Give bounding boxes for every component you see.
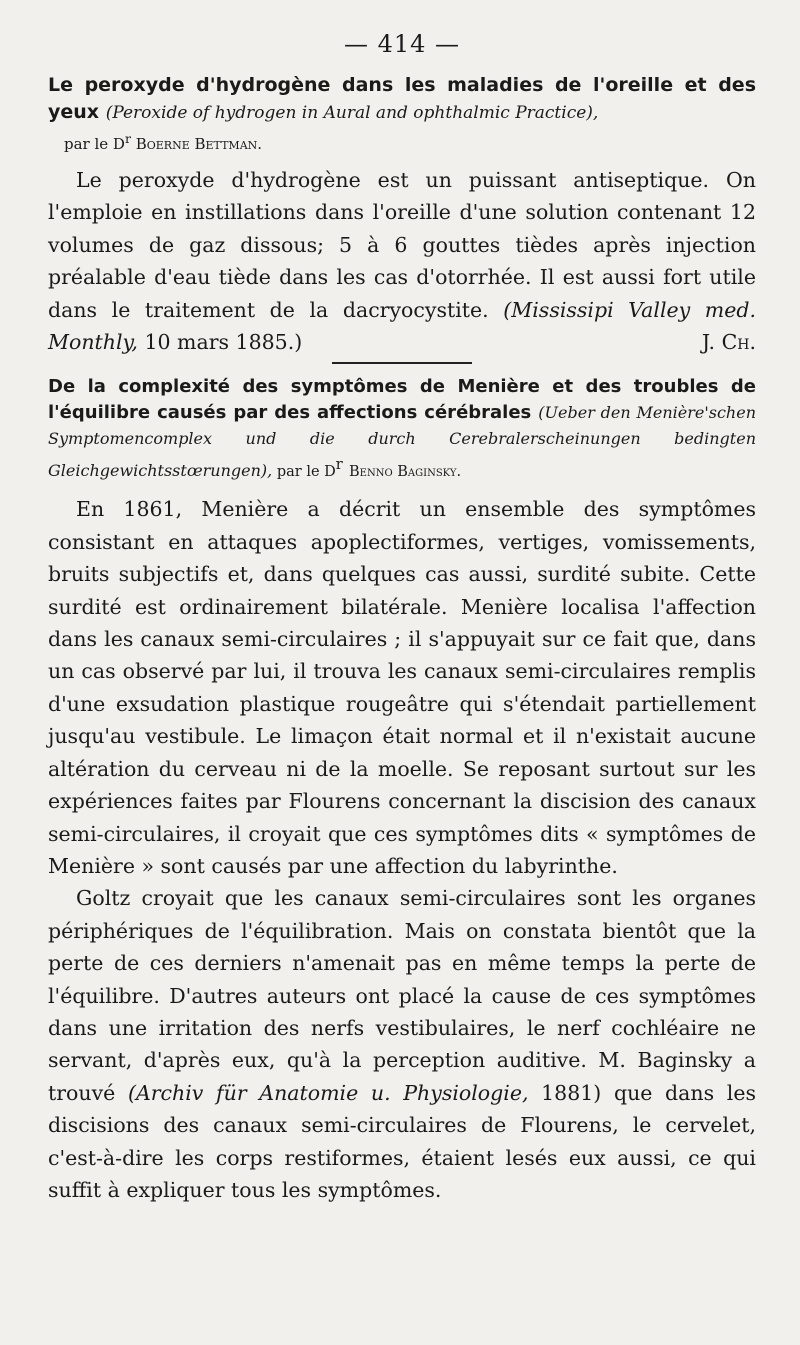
article-1-body: [48, 164, 756, 358]
article-2-title-italic: (Ueber den Menière'schen Symptomencomplex und die durch Cerebralerscheinungen bedingten Gleichgewichtsstœrungen),: [48, 403, 756, 481]
article-1-title-italic: (Peroxide of hydrogen in Aural and ophthalmic Practice),: [105, 103, 599, 123]
article-2-title-bold: De la complexité des symptômes de Menière et des troubles de l'équilibre causés par des affections cérébrales: [48, 376, 756, 424]
article-1: [48, 72, 756, 364]
article-2-paragraph-2: [48, 882, 756, 1206]
page-number: — 414 —: [343, 30, 461, 58]
article-2-citation: (Archiv für Anatomie u. Physiologie,: [127, 1080, 529, 1105]
article-2-title: [48, 374, 756, 485]
article-2-paragraph-1: En 1861, Menière a décrit un ensemble des symptômes consistant en attaques apoplectiformes, vertiges, vomissements, bruits subjectifs et, dans quelques cas aussi, surdité subite. Cette surdité est ordinairement bilatérale. Menière localisa l'affection dans les canaux semi-circulaires ; il s'appuyait sur ce fait que, dans un cas observé par lui, il trouva les canaux semi-circulaires remplis d'une exsudation plastique rougeâtre qui s'étendait partiellement jusqu'au vestibule. Le limaçon était normal et il n'existait aucune altération du cerveau ni de la moelle. Se reposant surtout sur les expériences faites par Flourens concernant la discision des canaux semi-circulaires, il croyait que ces symptômes dits « symptômes de Menière » sont causés par une affection du labyrinthe.: [48, 497, 756, 878]
section-divider: [332, 362, 472, 364]
article-2-byline-sup: r: [335, 457, 343, 474]
article-2: [48, 374, 756, 485]
article-1-byline-sup: r: [124, 131, 131, 146]
article-1-source-date: 10 mars 1885.): [137, 330, 303, 355]
article-2-byline-prefix: par le D: [272, 464, 336, 481]
article-2-author: Benno Baginsky.: [349, 464, 462, 481]
article-1-author: Boerne Bettman.: [135, 135, 263, 153]
article-1-byline-prefix: par le D: [64, 135, 125, 153]
article-2-paragraph-2-text: Goltz croyait que les canaux semi-circulaires sont les organes périphériques de l'équilibration. Mais on constata bientôt que la perte de ces derniers n'amenait pas en même temps la perte de l'équilibre. D'autres auteurs ont placé la cause de ces symptômes dans une irritation des nerfs vestibulaires, le nerf cochléaire ne servant, d'après eux, qu'à la perception auditive. M. Baginsky a trouvé: [48, 886, 756, 1105]
article-1-signature: J. Ch.: [701, 330, 756, 355]
article-1-body-text: Le peroxyde d'hydrogène est un puissant antiseptique. On l'emploie en instillations dans l'oreille d'une solution contenant 12 volumes de gaz dissous; 5 à 6 gouttes tièdes après injection préalable d'eau tiède dans les cas d'otorrhée. Il est aussi fort utile dans le traitement de la dacryocystite.: [48, 168, 756, 322]
article-1-source: (Mississipi Valley med. Monthly,: [48, 297, 756, 355]
article-2-paragraph-2-end: 1881) que dans les discisions des canaux semi-circulaires de Flourens, le cervelet, c'est-à-dire les corps restiformes, étaient lesés eux aussi, ce qui suffit à expliquer tous les symptômes.: [48, 1080, 756, 1202]
article-1-title-bold: Le peroxyde d'hydrogène dans les maladies de l'oreille et des yeux: [48, 74, 756, 123]
article-1-title: [48, 72, 756, 127]
article-1-byline: [48, 127, 756, 156]
